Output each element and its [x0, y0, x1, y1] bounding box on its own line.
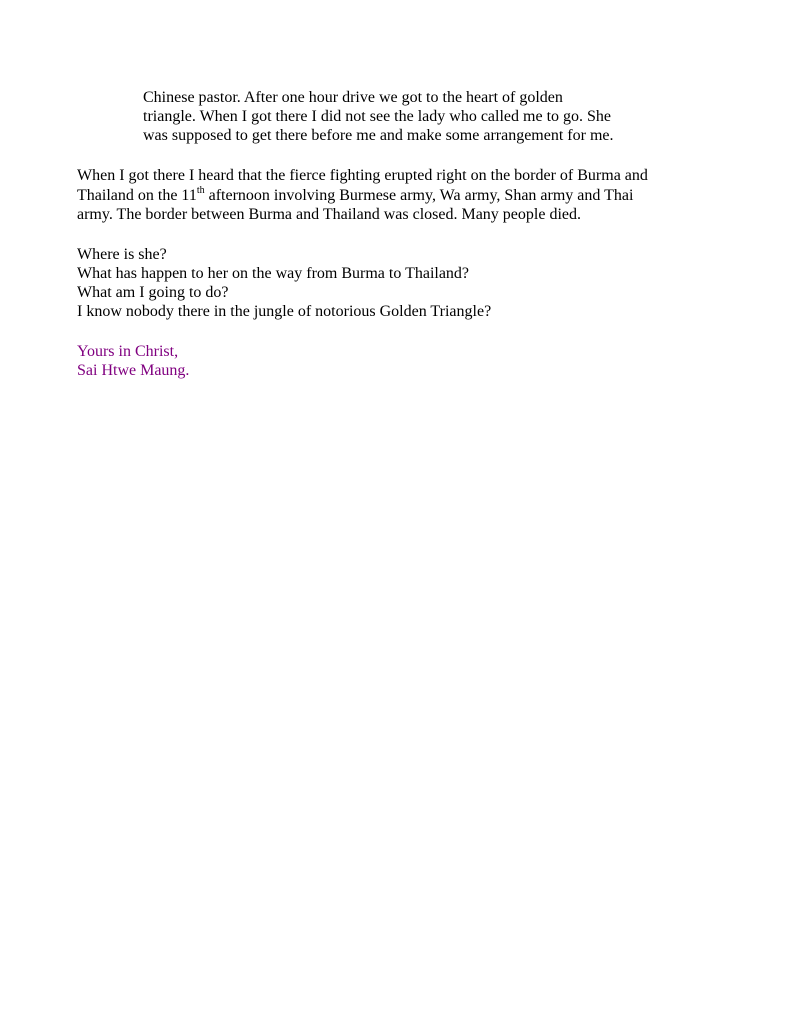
indented-line-3: was supposed to get there before me and make some arrangement for me.	[143, 127, 614, 144]
closing-signature: Sai Htwe Maung.	[77, 362, 190, 379]
indented-line-1: Chinese pastor. After one hour drive we got to the heart of golden	[143, 89, 563, 106]
ordinal-superscript: th	[196, 185, 205, 196]
paragraph-line-2	[77, 186, 633, 206]
question-line-3: What am I going to do?	[77, 284, 229, 301]
closing-salutation: Yours in Christ,	[77, 343, 179, 360]
paragraph-line-3: army. The border between Burma and Thailand was closed. Many people died.	[77, 206, 581, 223]
indented-line-2: triangle. When I got there I did not see the lady who called me to go. She	[143, 108, 612, 125]
paragraph-line-2-end: afternoon involving Burmese army, Wa army, Shan army and Thai	[204, 187, 634, 204]
paragraph-line-2-start: Thailand on the 11	[77, 187, 197, 204]
paragraph-line-1: When I got there I heard that the fierce fighting erupted right on the border of Burma and	[77, 167, 648, 184]
question-line-2: What has happen to her on the way from Burma to Thailand?	[77, 265, 470, 282]
question-line-4: I know nobody there in the jungle of notorious Golden Triangle?	[77, 303, 492, 320]
question-line-1: Where is she?	[77, 246, 167, 263]
